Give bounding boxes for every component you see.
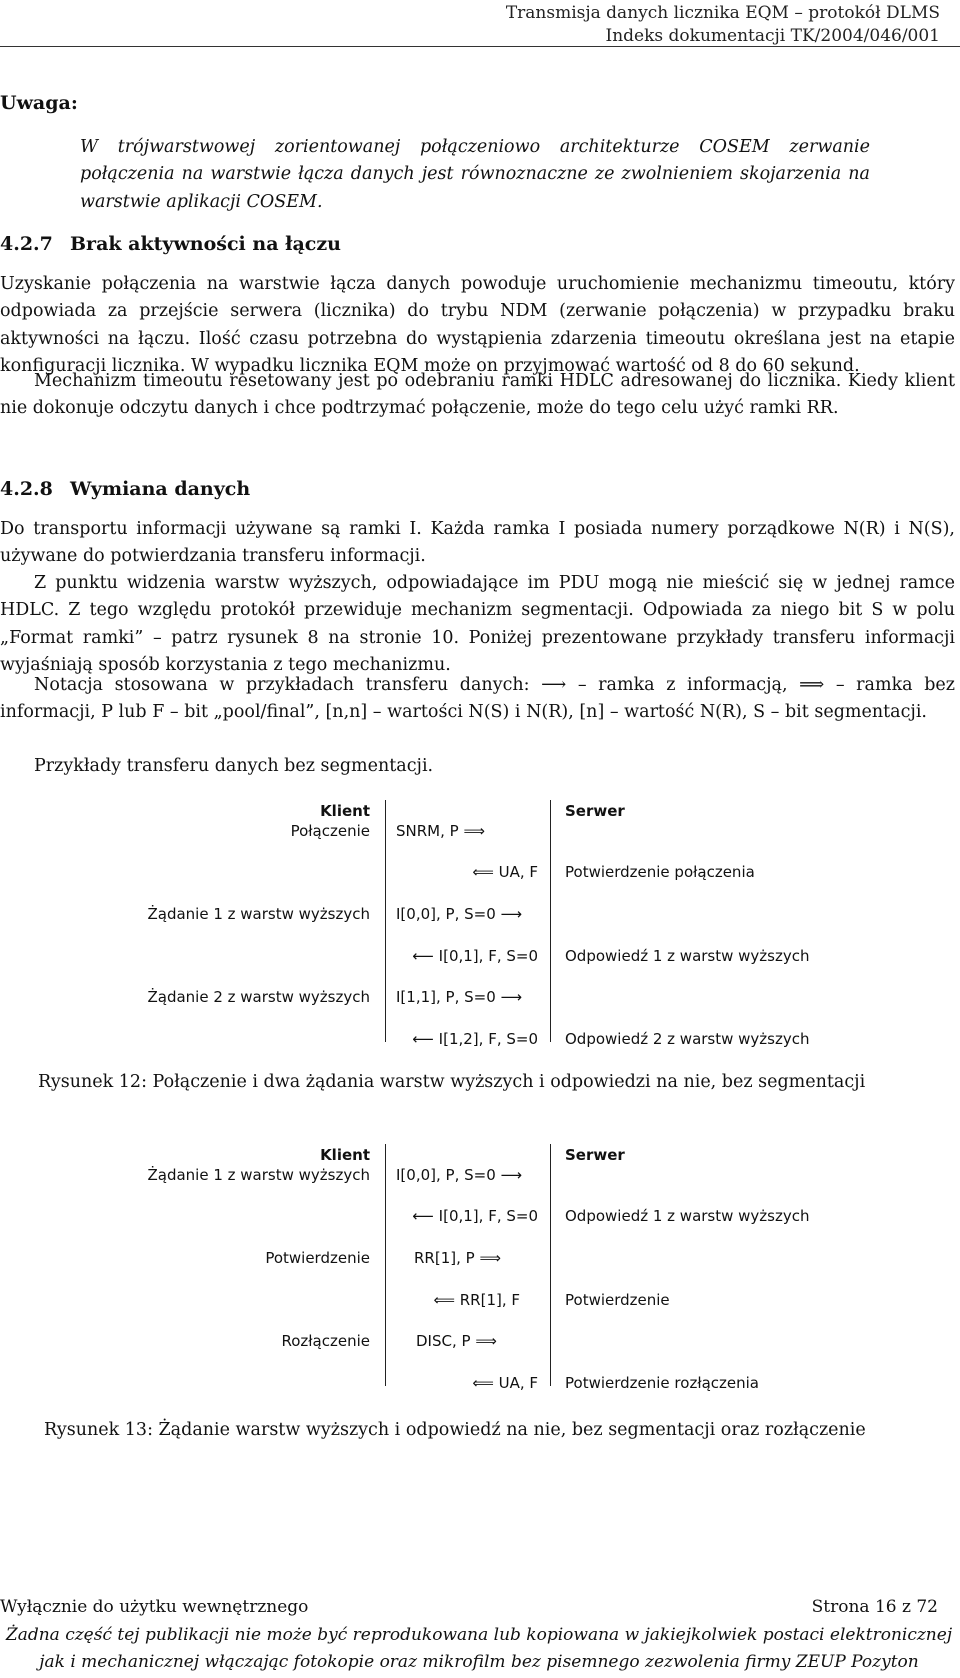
- client-event-label: Połączenie: [290, 822, 370, 840]
- header-doc-index: Indeks dokumentacji TK/2004/046/001: [605, 26, 940, 46]
- server-event-label: Odpowiedź 1 z warstw wyższych: [565, 1207, 810, 1225]
- section-number: 4.2.7: [0, 233, 53, 255]
- frame-label: I[0,0], P, S=0 ⟶: [396, 1166, 523, 1184]
- figure-12-caption: Rysunek 12: Połączenie i dwa żądania warstw wyższych i odpowiedzi na nie, bez segmentacji: [38, 1072, 866, 1092]
- section-427-paragraph-1: Uzyskanie połączenia na warstwie łącza danych powoduje uruchomienie mechanizmu timeoutu, który odpowiada za przejście serwera (licznika) do trybu NDM (zerwanie połączenia) w przypadku braku aktywności na łączu. Ilość czasu potrzebna do wystąpienia zdarzenia timeoutu określana jest na etapie konfiguracji licznika. W wypadku licznika EQM może on przyjmować wartość od 8 do 60 sekund.: [0, 274, 955, 377]
- server-event-label: Potwierdzenie: [565, 1291, 670, 1309]
- frame-label: DISC, P ⟹: [416, 1332, 497, 1350]
- server-header: Serwer: [565, 1146, 625, 1164]
- frame-label: SNRM, P ⟹: [396, 822, 485, 840]
- server-event-label: Potwierdzenie połączenia: [565, 863, 755, 881]
- client-event-label: Żądanie 2 z warstw wyższych: [147, 988, 370, 1006]
- frame-label: ⟸ UA, F: [472, 863, 538, 881]
- section-428-paragraph-2: Z punktu widzenia warstw wyższych, odpowiadające im PDU mogą nie mieścić się w jednej ramce HDLC. Z tego względu protokół przewiduje mechanizm segmentacji. Odpowiada za niego bit S w polu „Format ramki” – patrz rysunek 8 na stronie 10. Poniżej prezentowane przykłady transferu informacji wyjaśniają sposób korzystania z tego mechanizmu.: [0, 573, 955, 676]
- frame-label: ⟸ UA, F: [472, 1374, 538, 1392]
- client-divider: [385, 800, 386, 1042]
- copyright-notice: [0, 1622, 958, 1676]
- running-header: [506, 2, 940, 48]
- server-header: Serwer: [565, 802, 625, 820]
- figure-12-sequence-diagram: [0, 800, 960, 1060]
- client-event-label: Potwierdzenie: [265, 1249, 370, 1267]
- section-427-paragraph-2: Mechanizm timeoutu resetowany jest po odebraniu ramki HDLC adresowanej do licznika. Kiedy klient nie dokonuje odczytu danych i chce podtrzymać połączenie, może do tego celu użyć ramki RR.: [0, 371, 955, 419]
- section-427-heading: [0, 233, 341, 255]
- frame-label: ⟵ I[0,1], F, S=0: [412, 947, 538, 965]
- server-event-label: Potwierdzenie rozłączenia: [565, 1374, 759, 1392]
- section-428-paragraph-4: Przykłady transferu danych bez segmentacji.: [34, 756, 434, 776]
- section-title: Wymiana danych: [70, 478, 251, 500]
- frame-label: I[1,1], P, S=0 ⟶: [396, 988, 523, 1006]
- copyright-line-1: Żadna część tej publikacji nie może być reprodukowana lub kopiowana w jakiejkolwiek postaci elektronicznej: [5, 1625, 953, 1645]
- server-event-label: Odpowiedź 1 z warstw wyższych: [565, 947, 810, 965]
- figure-13-sequence-diagram: [0, 1144, 960, 1404]
- client-header: Klient: [320, 802, 370, 820]
- section-428-paragraph-1: Do transportu informacji używane są ramki I. Każda ramka I posiada numery porządkowe N(R) i N(S), używane do potwierdzania transferu informacji.: [0, 519, 955, 567]
- client-event-label: Żądanie 1 z warstw wyższych: [147, 905, 370, 923]
- server-divider: [550, 800, 551, 1042]
- frame-label: I[0,0], P, S=0 ⟶: [396, 905, 523, 923]
- header-title: Transmisja danych licznika EQM – protokół DLMS: [505, 3, 940, 23]
- copyright-line-2: jak i mechanicznej włączając fotokopie oraz mikrofilm bez pisemnego zezwolenia firmy ZEUP Pozyton: [39, 1652, 919, 1672]
- frame-label: ⟵ I[0,1], F, S=0: [412, 1207, 538, 1225]
- frame-label: RR[1], P ⟹: [414, 1249, 501, 1267]
- frame-label: ⟵ I[1,2], F, S=0: [412, 1030, 538, 1048]
- figure-13-caption: Rysunek 13: Żądanie warstw wyższych i odpowiedź na nie, bez segmentacji oraz rozłączenie: [44, 1420, 866, 1440]
- client-event-label: Rozłączenie: [281, 1332, 370, 1350]
- note-title: Uwaga:: [0, 92, 78, 114]
- server-divider: [550, 1144, 551, 1386]
- header-rule: [0, 46, 960, 47]
- client-event-label: Żądanie 1 z warstw wyższych: [147, 1166, 370, 1184]
- page-number: Strona 16 z 72: [811, 1597, 938, 1617]
- section-428-paragraph-3: Notacja stosowana w przykładach transferu danych: ⟶ – ramka z informacją, ⟹ – ramka bez informacji, P lub F – bit „pool/final”, [n,n] – wartości N(S) i N(R), [n] – wartość N(R), S – bit segmentacji.: [0, 675, 955, 723]
- section-428-heading: [0, 478, 250, 500]
- frame-label: ⟸ RR[1], F: [433, 1291, 520, 1309]
- footer-usage-note: Wyłącznie do użytku wewnętrznego: [0, 1597, 309, 1617]
- client-divider: [385, 1144, 386, 1386]
- client-header: Klient: [320, 1146, 370, 1164]
- section-title: Brak aktywności na łączu: [70, 233, 341, 255]
- note-text: W trójwarstwowej zorientowanej połączeniowo architekturze COSEM zerwanie połączenia na warstwie łącza danych jest równoznaczne ze zwolnieniem skojarzenia na warstwie aplikacji COSEM.: [80, 137, 870, 212]
- server-event-label: Odpowiedź 2 z warstw wyższych: [565, 1030, 810, 1048]
- section-number: 4.2.8: [0, 478, 53, 500]
